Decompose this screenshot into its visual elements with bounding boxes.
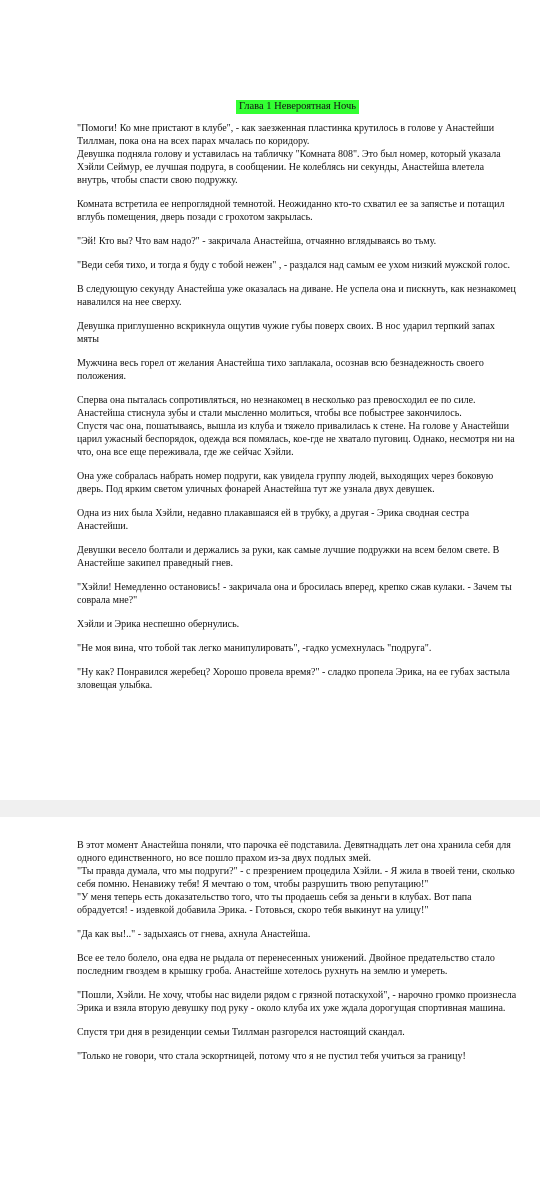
paragraph: "Хэйли! Немедленно остановись! - закричала она и бросилась вперед, крепко сжав кулаки. - Зачем ты соврала мне?" [77,582,512,606]
paragraph: Все ее тело болело, она едва не рыдала от перенесенных унижений. Двойное предательство стало последним гвоздем в крышку гроба. Анастейше хотелось рухнуть на землю и умереть. [77,953,495,977]
paragraph: "Не моя вина, что тобой так легко манипулировать", -гадко усмехнулась "подруга". [77,643,432,654]
paragraph: Одна из них была Хэйли, недавно плакавшаяся ей в трубку, а другая - Эрика сводная сестра Анастейши. [77,508,470,532]
paragraph: "Только не говори, что стала эскортницей, потому что я не пустил тебя учиться за границу! [77,1051,466,1062]
paragraph: В этот момент Анастейша поняли, что парочка её подставила. Девятнадцать лет она хранила себя для одного единственного, но все пошло прахом из-за двух подлых змей. [77,840,511,864]
paragraph: Она уже собралась набрать номер подруги, как увидела группу людей, выходящих через боковую дверь. Под ярким светом уличных фонарей Анастейша тут же узнала двух девушек. [77,471,494,495]
paragraph: "Ты правда думала, что мы подруги?" - с презрением процедила Хэйли. - Я жила в твоей тени, сколько себя помню. Ненавижу тебя! Я мечтаю о том, чтобы разрушить твою репутацию!" [77,866,515,890]
paragraph: "Ну как? Понравился жеребец? Хорошо провела время?" - сладко пропела Эрика, на ее губах застыла зловещая улыбка. [77,667,510,691]
paragraph: "Эй! Кто вы? Что вам надо?" - закричала Анастейша, отчаянно вглядываясь во тьму. [77,236,437,247]
chapter-title-wrap [77,96,518,114]
paragraph: "Веди себя тихо, и тогда я буду с тобой нежен" , - раздался над самым ее ухом низкий мужской голос. [77,260,511,271]
chapter-title: Глава 1 Невероятная Ночь [236,100,359,114]
paragraph: Спустя час она, пошатываясь, вышла из клуба и тяжело привалилась к стене. На голове у Анастейши царил ужасный беспорядок, одежда вся помялась, кое-где не хватало пуговиц. Однако, несмотря ни на что, она все еще переживала, где же сейчас Хэйли. [77,421,515,458]
paragraph: Хэйли и Эрика неспешно обернулись. [77,619,240,630]
paragraph: "У меня теперь есть доказательство того, что ты продаешь себя за деньги в клубах. Вот папа обрадуется! - издевкой добавила Эрика. - Готовься, скоро тебя выкинут на улицу!" [77,892,472,916]
paragraph: Спустя три дня в резиденции семьи Тиллман разгорелся настоящий скандал. [77,1027,405,1038]
paragraph: Мужчина весь горел от желания Анастейша тихо заплакала, осознав всю безнадежность своего положения. [77,358,484,382]
paragraph: "Да как вы!.." - задыхаясь от гнева, ахнула Анастейша. [77,929,311,940]
paragraph: "Помоги! Ко мне пристают в клубе", - как заезженная пластинка крутилось в голове у Анастейши Тиллман, пока она на всех парах мчалась по коридору. [77,123,495,147]
paragraph: Сперва она пыталась сопротивляться, но незнакомец в несколько раз превосходил ее по силе. Анастейша стиснула зубы и стали мысленно молиться, чтобы все побыстрее закончилось. [77,395,476,419]
paragraph: "Пошли, Хэйли. Не хочу, чтобы нас видели рядом с грязной потаскухой", - нарочно громко произнесла Эрика и взяла вторую девушку под руку - около клуба их уже ждала дорогущая спортивная машина. [77,990,517,1014]
paragraph: Девушки весело болтали и держались за руки, как самые лучшие подружки на всем белом свете. В Анастейше закипел праведный гнев. [77,545,500,569]
paragraph: Комната встретила ее непроглядной темнотой. Неожиданно кто-то схватил ее за запястье и потащил вглубь помещения, дверь позади с грохотом закрылась. [77,199,505,223]
paragraph: Девушка приглушенно вскрикнула ощутив чужие губы поверх своих. В нос ударил терпкий запах мяты [77,321,495,345]
paragraph: В следующую секунду Анастейша уже оказалась на диване. Не успела она и пискнуть, как незнакомец навалился на нее сверху. [77,284,516,308]
document-page-2 [0,817,540,1200]
paragraph: Девушка подняла голову и уставилась на табличку "Комната 808". Это был номер, который указала Хэйли Сеймур, ее лучшая подруга, в сообщении. Не колеблясь ни секунды, Анастейша влетела внутрь, чтобы спасти свою подружку. [77,149,501,186]
